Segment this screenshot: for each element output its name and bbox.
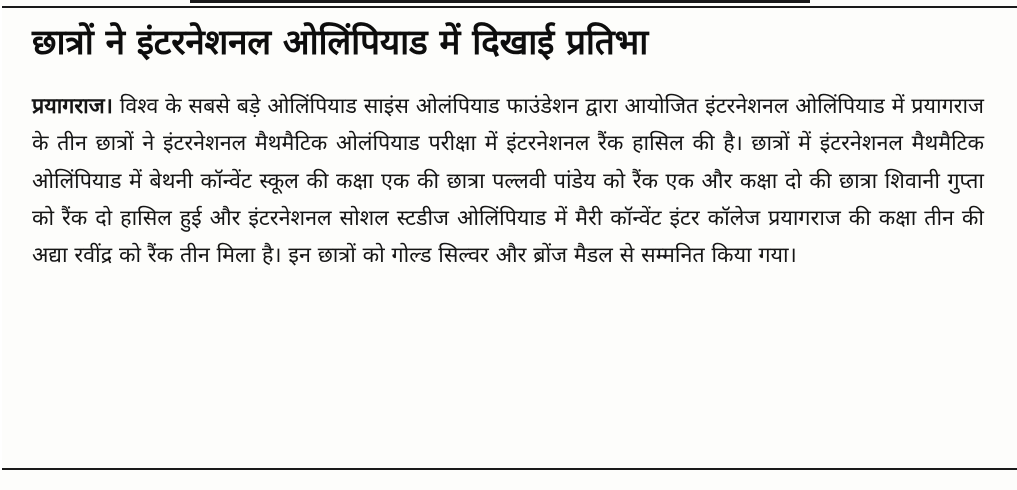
bottom-border-rule — [0, 468, 1017, 470]
left-edge-margin — [0, 6, 2, 470]
top-border-stub — [190, 0, 810, 3]
article-body — [32, 88, 984, 275]
body-paragraph-text: विश्व के सबसे बड़े ओलिंपियाड साइंस ओलंपियाड फाउंडेशन द्वारा आयोजित इंटरनेशनल ओलिंपियाड में प्रयागराज के तीन छात्रों ने इंटरनेशनल मैथमैटिक ओलंपियाड परीक्षा में इंटरनेशनल रैंक हासिल की है। छात्रों में इंटरनेशनल मैथमैटिक ओलिंपियाड में बेथनी कॉन्वेंट स्कूल की कक्षा एक की छात्रा पल्लवी पांडेय को रैंक एक और कक्षा दो की छात्रा शिवानी गुप्ता को रैंक दो हासिल हुई और इंटरनेशनल सोशल स्टडीज ओलिंपियाड में मैरी कॉन्वेंट इंटर कॉलेज प्रयागराज की कक्षा तीन की अद्या रवींद्र को रैंक तीन मिला है। इन छात्रों को गोल्ड सिल्वर और ब्रोंज मैडल से सम्मनित किया गया। — [32, 93, 984, 269]
article — [32, 22, 992, 275]
headline: छात्रों ने इंटरनेशनल ओलिंपियाड में दिखाई प्रतिभा — [32, 23, 649, 63]
dateline: प्रयागराज। — [32, 93, 113, 119]
top-border-rule — [0, 6, 1017, 8]
